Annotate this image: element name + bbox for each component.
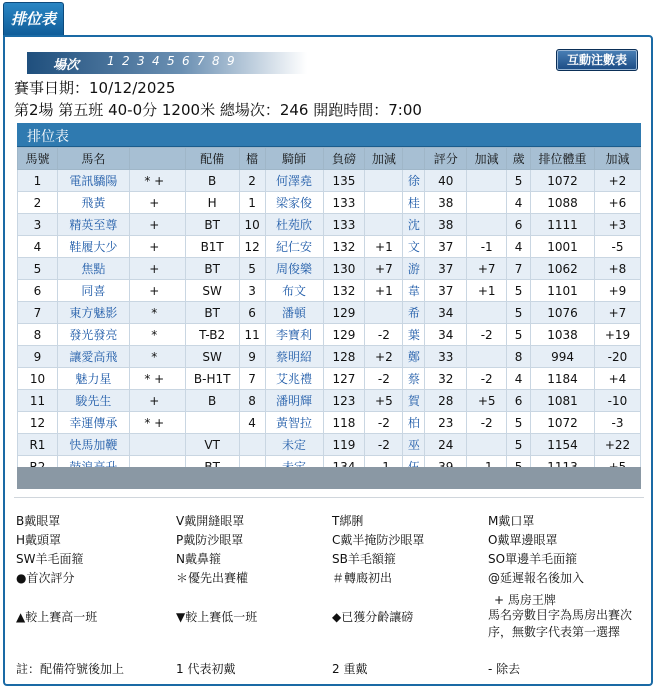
cell-gear: T-B2 (185, 324, 239, 346)
col-body-weight: 排位體重 (531, 148, 595, 170)
table-row (18, 258, 641, 280)
cell-gear: BT (185, 302, 239, 324)
cell-weight-change: -2 (365, 368, 403, 390)
table-footer-bar (17, 467, 641, 489)
table-row (18, 170, 641, 192)
cell-body-weight: 1062 (531, 258, 595, 280)
cell-draw: 2 (239, 170, 265, 192)
cell-rating: 38 (425, 214, 467, 236)
cell-horse-no: 1 (18, 170, 58, 192)
table-row (18, 280, 641, 302)
cell-draw: 10 (239, 214, 265, 236)
legend-item: T綁脷 (332, 514, 364, 528)
cell-weight-change: -2 (365, 412, 403, 434)
race-link-4[interactable]: 4 (152, 54, 160, 68)
cell-horse-name[interactable]: 讓愛高飛 (57, 346, 129, 368)
cell-body-weight-change: +3 (594, 214, 640, 236)
legend-item: ＃轉廄初出 (332, 571, 393, 585)
draw-table (17, 147, 641, 478)
cell-horse-marks: + (129, 214, 185, 236)
cell-rating: 37 (425, 280, 467, 302)
cell-body-weight: 1081 (531, 390, 595, 412)
cell-trainer[interactable]: 賀 (403, 390, 425, 412)
cell-horse-marks: * + (129, 170, 185, 192)
race-label: 場次 (53, 58, 80, 73)
cell-horse-name[interactable]: 幸運傳承 (57, 412, 129, 434)
cell-horse-no: 8 (18, 324, 58, 346)
cell-draw: 4 (239, 412, 265, 434)
table-row (18, 214, 641, 236)
cell-horse-name[interactable]: 駿先生 (57, 390, 129, 412)
col-marks (129, 148, 185, 170)
cell-age: 5 (507, 324, 531, 346)
cell-weight: 130 (323, 258, 365, 280)
cell-rating: 37 (425, 236, 467, 258)
cell-age: 4 (507, 236, 531, 258)
cell-weight: 118 (323, 412, 365, 434)
cell-rating: 34 (425, 324, 467, 346)
cell-horse-marks: + (129, 280, 185, 302)
cell-age: 5 (507, 302, 531, 324)
legend-item: M戴口罩 (488, 514, 535, 528)
cell-jockey[interactable]: 李寶利 (265, 324, 323, 346)
legend-item: @延遲報名後加入 (488, 571, 585, 585)
legend-item: N戴鼻箍 (176, 552, 221, 566)
draw-table-body (18, 170, 641, 478)
cell-horse-name[interactable]: 發光發亮 (57, 324, 129, 346)
cell-jockey[interactable]: 黃智拉 (265, 412, 323, 434)
race-link-8[interactable]: 8 (212, 54, 220, 68)
cell-weight: 129 (323, 324, 365, 346)
cell-rating-change: -2 (467, 368, 507, 390)
cell-rating-change: +1 (467, 280, 507, 302)
cell-body-weight: 1101 (531, 280, 595, 302)
race-date: 賽事日期：10/12/2025 (14, 79, 176, 97)
cell-draw: 12 (239, 236, 265, 258)
col-draw: 檔 (239, 148, 265, 170)
cell-weight: 123 (323, 390, 365, 412)
cell-body-weight-change: +4 (594, 368, 640, 390)
col-body-weight-change: 加減 (594, 148, 640, 170)
table-row (18, 192, 641, 214)
table-row (18, 236, 641, 258)
cell-horse-marks: * + (129, 368, 185, 390)
cell-horse-name[interactable]: 快馬加鞭 (57, 434, 129, 456)
col-jockey: 騎師 (265, 148, 323, 170)
cell-weight-change (365, 214, 403, 236)
col-horse-name: 馬名 (57, 148, 129, 170)
tab-draw[interactable]: 排位表 (3, 2, 64, 36)
table-row (18, 324, 641, 346)
table-title: 排位表 (27, 129, 69, 145)
table-row (18, 412, 641, 434)
cell-weight: 128 (323, 346, 365, 368)
cell-horse-name[interactable]: 電訊驕陽 (57, 170, 129, 192)
cell-trainer[interactable]: 游 (403, 258, 425, 280)
cell-body-weight: 1072 (531, 170, 595, 192)
cell-rating-change (467, 346, 507, 368)
cell-gear: B1T (185, 236, 239, 258)
cell-horse-name[interactable]: 魅力星 (57, 368, 129, 390)
cell-weight: 132 (323, 236, 365, 258)
cell-weight: 119 (323, 434, 365, 456)
legend-item: 馬名旁數目字為馬房出賽次序，無數字代表第一選擇 (488, 608, 633, 639)
cell-horse-no: 3 (18, 214, 58, 236)
cell-horse-name[interactable]: 同喜 (57, 280, 129, 302)
cell-trainer[interactable]: 沈 (403, 214, 425, 236)
cell-horse-no: 5 (18, 258, 58, 280)
cell-rating-change (467, 214, 507, 236)
legend-item: C戴半掩防沙眼罩 (332, 533, 425, 547)
cell-body-weight: 1072 (531, 412, 595, 434)
cell-jockey[interactable]: 潘頓 (265, 302, 323, 324)
cell-body-weight: 1076 (531, 302, 595, 324)
cell-jockey[interactable]: 布文 (265, 280, 323, 302)
cell-age: 8 (507, 346, 531, 368)
cell-rating-change (467, 434, 507, 456)
cell-rating-change: -2 (467, 412, 507, 434)
cell-trainer[interactable]: 葉 (403, 324, 425, 346)
cell-jockey[interactable]: 艾兆禮 (265, 368, 323, 390)
cell-body-weight-change: -10 (594, 390, 640, 412)
cell-age: 5 (507, 434, 531, 456)
cell-body-weight: 994 (531, 346, 595, 368)
cell-draw: 9 (239, 346, 265, 368)
cell-jockey[interactable]: 蔡明紹 (265, 346, 323, 368)
cell-weight-change: +1 (365, 236, 403, 258)
cell-trainer[interactable]: 蔡 (403, 368, 425, 390)
cell-age: 6 (507, 390, 531, 412)
cell-weight: 133 (323, 192, 365, 214)
cell-rating: 34 (425, 302, 467, 324)
cell-weight: 133 (323, 214, 365, 236)
cell-horse-marks: * + (129, 412, 185, 434)
race-link-2[interactable]: 2 (122, 54, 130, 68)
legend-item: B戴眼罩 (16, 514, 61, 528)
cell-weight-change: +5 (365, 390, 403, 412)
cell-body-weight-change: +7 (594, 302, 640, 324)
cell-rating-change: +7 (467, 258, 507, 280)
cell-horse-name[interactable]: 飛黃 (57, 192, 129, 214)
col-rating-change: 加減 (467, 148, 507, 170)
legend-note: - 除去 (488, 662, 521, 676)
col-rating: 評分 (425, 148, 467, 170)
cell-horse-no: 12 (18, 412, 58, 434)
cell-rating-change: -1 (467, 236, 507, 258)
race-link-5[interactable]: 5 (167, 54, 175, 68)
cell-age: 4 (507, 368, 531, 390)
cell-body-weight-change: +19 (594, 324, 640, 346)
legend-item: V戴開縫眼罩 (176, 514, 245, 528)
cell-horse-marks: * (129, 324, 185, 346)
legend-item: ●首次評分 (16, 571, 75, 585)
table-row (18, 434, 641, 456)
cell-gear: SW (185, 346, 239, 368)
cell-draw (239, 434, 265, 456)
cell-horse-no: 9 (18, 346, 58, 368)
legend-item: O戴單邊眼罩 (488, 533, 558, 547)
cell-weight-change (365, 192, 403, 214)
cell-gear (185, 412, 239, 434)
cell-jockey[interactable]: 未定 (265, 434, 323, 456)
cell-draw: 5 (239, 258, 265, 280)
legend-item: ◆已獲分齡讓磅 (332, 610, 414, 624)
cell-body-weight-change: -3 (594, 412, 640, 434)
cell-age: 5 (507, 280, 531, 302)
cell-trainer[interactable]: 柏 (403, 412, 425, 434)
col-horse-no: 馬號 (18, 148, 58, 170)
cell-horse-marks: + (129, 390, 185, 412)
cell-horse-name[interactable]: 精英至尊 (57, 214, 129, 236)
cell-weight-change: +2 (365, 346, 403, 368)
cell-jockey[interactable]: 杜苑欣 (265, 214, 323, 236)
table-row (18, 390, 641, 412)
cell-draw: 11 (239, 324, 265, 346)
table-title-bar (17, 123, 641, 147)
cell-weight-change: +1 (365, 280, 403, 302)
cell-body-weight-change: +8 (594, 258, 640, 280)
legend-note: 註：配備符號後加上 (16, 662, 125, 676)
cell-horse-no: 6 (18, 280, 58, 302)
cell-horse-marks: * (129, 302, 185, 324)
cell-trainer[interactable]: 希 (403, 302, 425, 324)
cell-trainer[interactable]: 文 (403, 236, 425, 258)
col-trainer (403, 148, 425, 170)
cell-horse-no: 10 (18, 368, 58, 390)
cell-body-weight: 1184 (531, 368, 595, 390)
cell-rating-change: +5 (467, 390, 507, 412)
cell-horse-name[interactable]: 焦點 (57, 258, 129, 280)
legend-divider (14, 497, 644, 498)
col-weight-change: 加減 (365, 148, 403, 170)
cell-horse-name[interactable]: 東方魅影 (57, 302, 129, 324)
cell-rating-change (467, 192, 507, 214)
cell-gear: B-H1T (185, 368, 239, 390)
cell-body-weight-change: +6 (594, 192, 640, 214)
cell-weight-change (365, 170, 403, 192)
cell-gear: B (185, 170, 239, 192)
cell-weight-change: -2 (365, 434, 403, 456)
cell-weight: 129 (323, 302, 365, 324)
cell-rating-change (467, 170, 507, 192)
legend-item: H戴頭罩 (16, 533, 62, 547)
legend-item: ＊優先出賽權 (176, 571, 249, 585)
cell-age: 5 (507, 170, 531, 192)
cell-weight-change (365, 302, 403, 324)
cell-jockey[interactable]: 梁家俊 (265, 192, 323, 214)
race-link-6[interactable]: 6 (182, 54, 190, 68)
cell-gear: SW (185, 280, 239, 302)
col-age: 歲 (507, 148, 531, 170)
col-gear: 配備 (185, 148, 239, 170)
cell-horse-no: 7 (18, 302, 58, 324)
cell-gear: B (185, 390, 239, 412)
table-row (18, 302, 641, 324)
race-link-3[interactable]: 3 (137, 54, 145, 68)
cell-horse-marks: + (129, 236, 185, 258)
legend-item: P戴防沙眼罩 (176, 533, 244, 547)
cell-jockey[interactable]: 紀仁安 (265, 236, 323, 258)
cell-rating: 38 (425, 192, 467, 214)
cell-horse-no: R1 (18, 434, 58, 456)
legend-item: SB羊毛額箍 (332, 552, 396, 566)
cell-age: 6 (507, 214, 531, 236)
table-row (18, 368, 641, 390)
cell-body-weight: 1038 (531, 324, 595, 346)
cell-rating: 24 (425, 434, 467, 456)
cell-body-weight-change: +2 (594, 170, 640, 192)
race-info: 第2場 第五班 40-0分 1200米 總場次：246 開跑時間：7:00 (14, 101, 422, 119)
cell-jockey[interactable]: 周俊樂 (265, 258, 323, 280)
cell-horse-name[interactable]: 鞋履大少 (57, 236, 129, 258)
cell-trainer[interactable]: 巫 (403, 434, 425, 456)
cell-body-weight: 1088 (531, 192, 595, 214)
race-link-7[interactable]: 7 (197, 54, 205, 68)
cell-draw: 8 (239, 390, 265, 412)
cell-rating-change (467, 302, 507, 324)
legend-item: + 馬房王牌 (494, 593, 556, 607)
content-frame (3, 35, 653, 686)
cell-rating: 32 (425, 368, 467, 390)
tab-strip (0, 0, 655, 36)
cell-rating: 37 (425, 258, 467, 280)
cell-gear: BT (185, 258, 239, 280)
cell-jockey[interactable]: 何澤堯 (265, 170, 323, 192)
cell-trainer[interactable]: 桂 (403, 192, 425, 214)
race-link-1[interactable]: 1 (107, 54, 115, 68)
cell-body-weight: 1154 (531, 434, 595, 456)
cell-age: 4 (507, 192, 531, 214)
cell-body-weight-change: +22 (594, 434, 640, 456)
legend-note: 1 代表初戴 (176, 662, 236, 676)
table-header-row (18, 148, 641, 170)
cell-body-weight: 1111 (531, 214, 595, 236)
cell-draw: 6 (239, 302, 265, 324)
cell-body-weight: 1001 (531, 236, 595, 258)
race-link-9[interactable]: 9 (227, 54, 235, 68)
cell-body-weight-change: -20 (594, 346, 640, 368)
cell-rating: 23 (425, 412, 467, 434)
cell-horse-no: 4 (18, 236, 58, 258)
cell-horse-marks: + (129, 258, 185, 280)
cell-weight-change: +7 (365, 258, 403, 280)
cell-draw: 7 (239, 368, 265, 390)
cell-jockey[interactable]: 潘明輝 (265, 390, 323, 412)
cell-horse-marks (129, 434, 185, 456)
legend-item: ▼較上賽低一班 (176, 610, 258, 624)
cell-body-weight-change: +9 (594, 280, 640, 302)
cell-gear: BT (185, 214, 239, 236)
cell-rating: 28 (425, 390, 467, 412)
cell-body-weight-change: -5 (594, 236, 640, 258)
cell-horse-marks: * (129, 346, 185, 368)
cell-gear: H (185, 192, 239, 214)
col-weight: 負磅 (323, 148, 365, 170)
cell-age: 5 (507, 412, 531, 434)
cell-age: 7 (507, 258, 531, 280)
cell-horse-marks: + (129, 192, 185, 214)
cell-trainer[interactable]: 徐 (403, 170, 425, 192)
cell-draw: 1 (239, 192, 265, 214)
cell-trainer[interactable]: 韋 (403, 280, 425, 302)
cell-weight: 127 (323, 368, 365, 390)
cell-rating: 40 (425, 170, 467, 192)
cell-weight: 132 (323, 280, 365, 302)
legend-note: 2 重戴 (332, 662, 368, 676)
interactive-odds-button[interactable]: 互動注數表 (556, 49, 638, 71)
legend-item: ▲較上賽高一班 (16, 610, 98, 624)
cell-trainer[interactable]: 鄭 (403, 346, 425, 368)
cell-rating-change: -2 (467, 324, 507, 346)
legend-item: SW羊毛面箍 (16, 552, 84, 566)
race-selector (27, 52, 307, 74)
cell-weight-change: -2 (365, 324, 403, 346)
cell-weight: 135 (323, 170, 365, 192)
legend-item: SO單邊羊毛面箍 (488, 552, 578, 566)
cell-draw: 3 (239, 280, 265, 302)
cell-rating: 33 (425, 346, 467, 368)
cell-horse-no: 11 (18, 390, 58, 412)
cell-gear: VT (185, 434, 239, 456)
table-row (18, 346, 641, 368)
cell-horse-no: 2 (18, 192, 58, 214)
